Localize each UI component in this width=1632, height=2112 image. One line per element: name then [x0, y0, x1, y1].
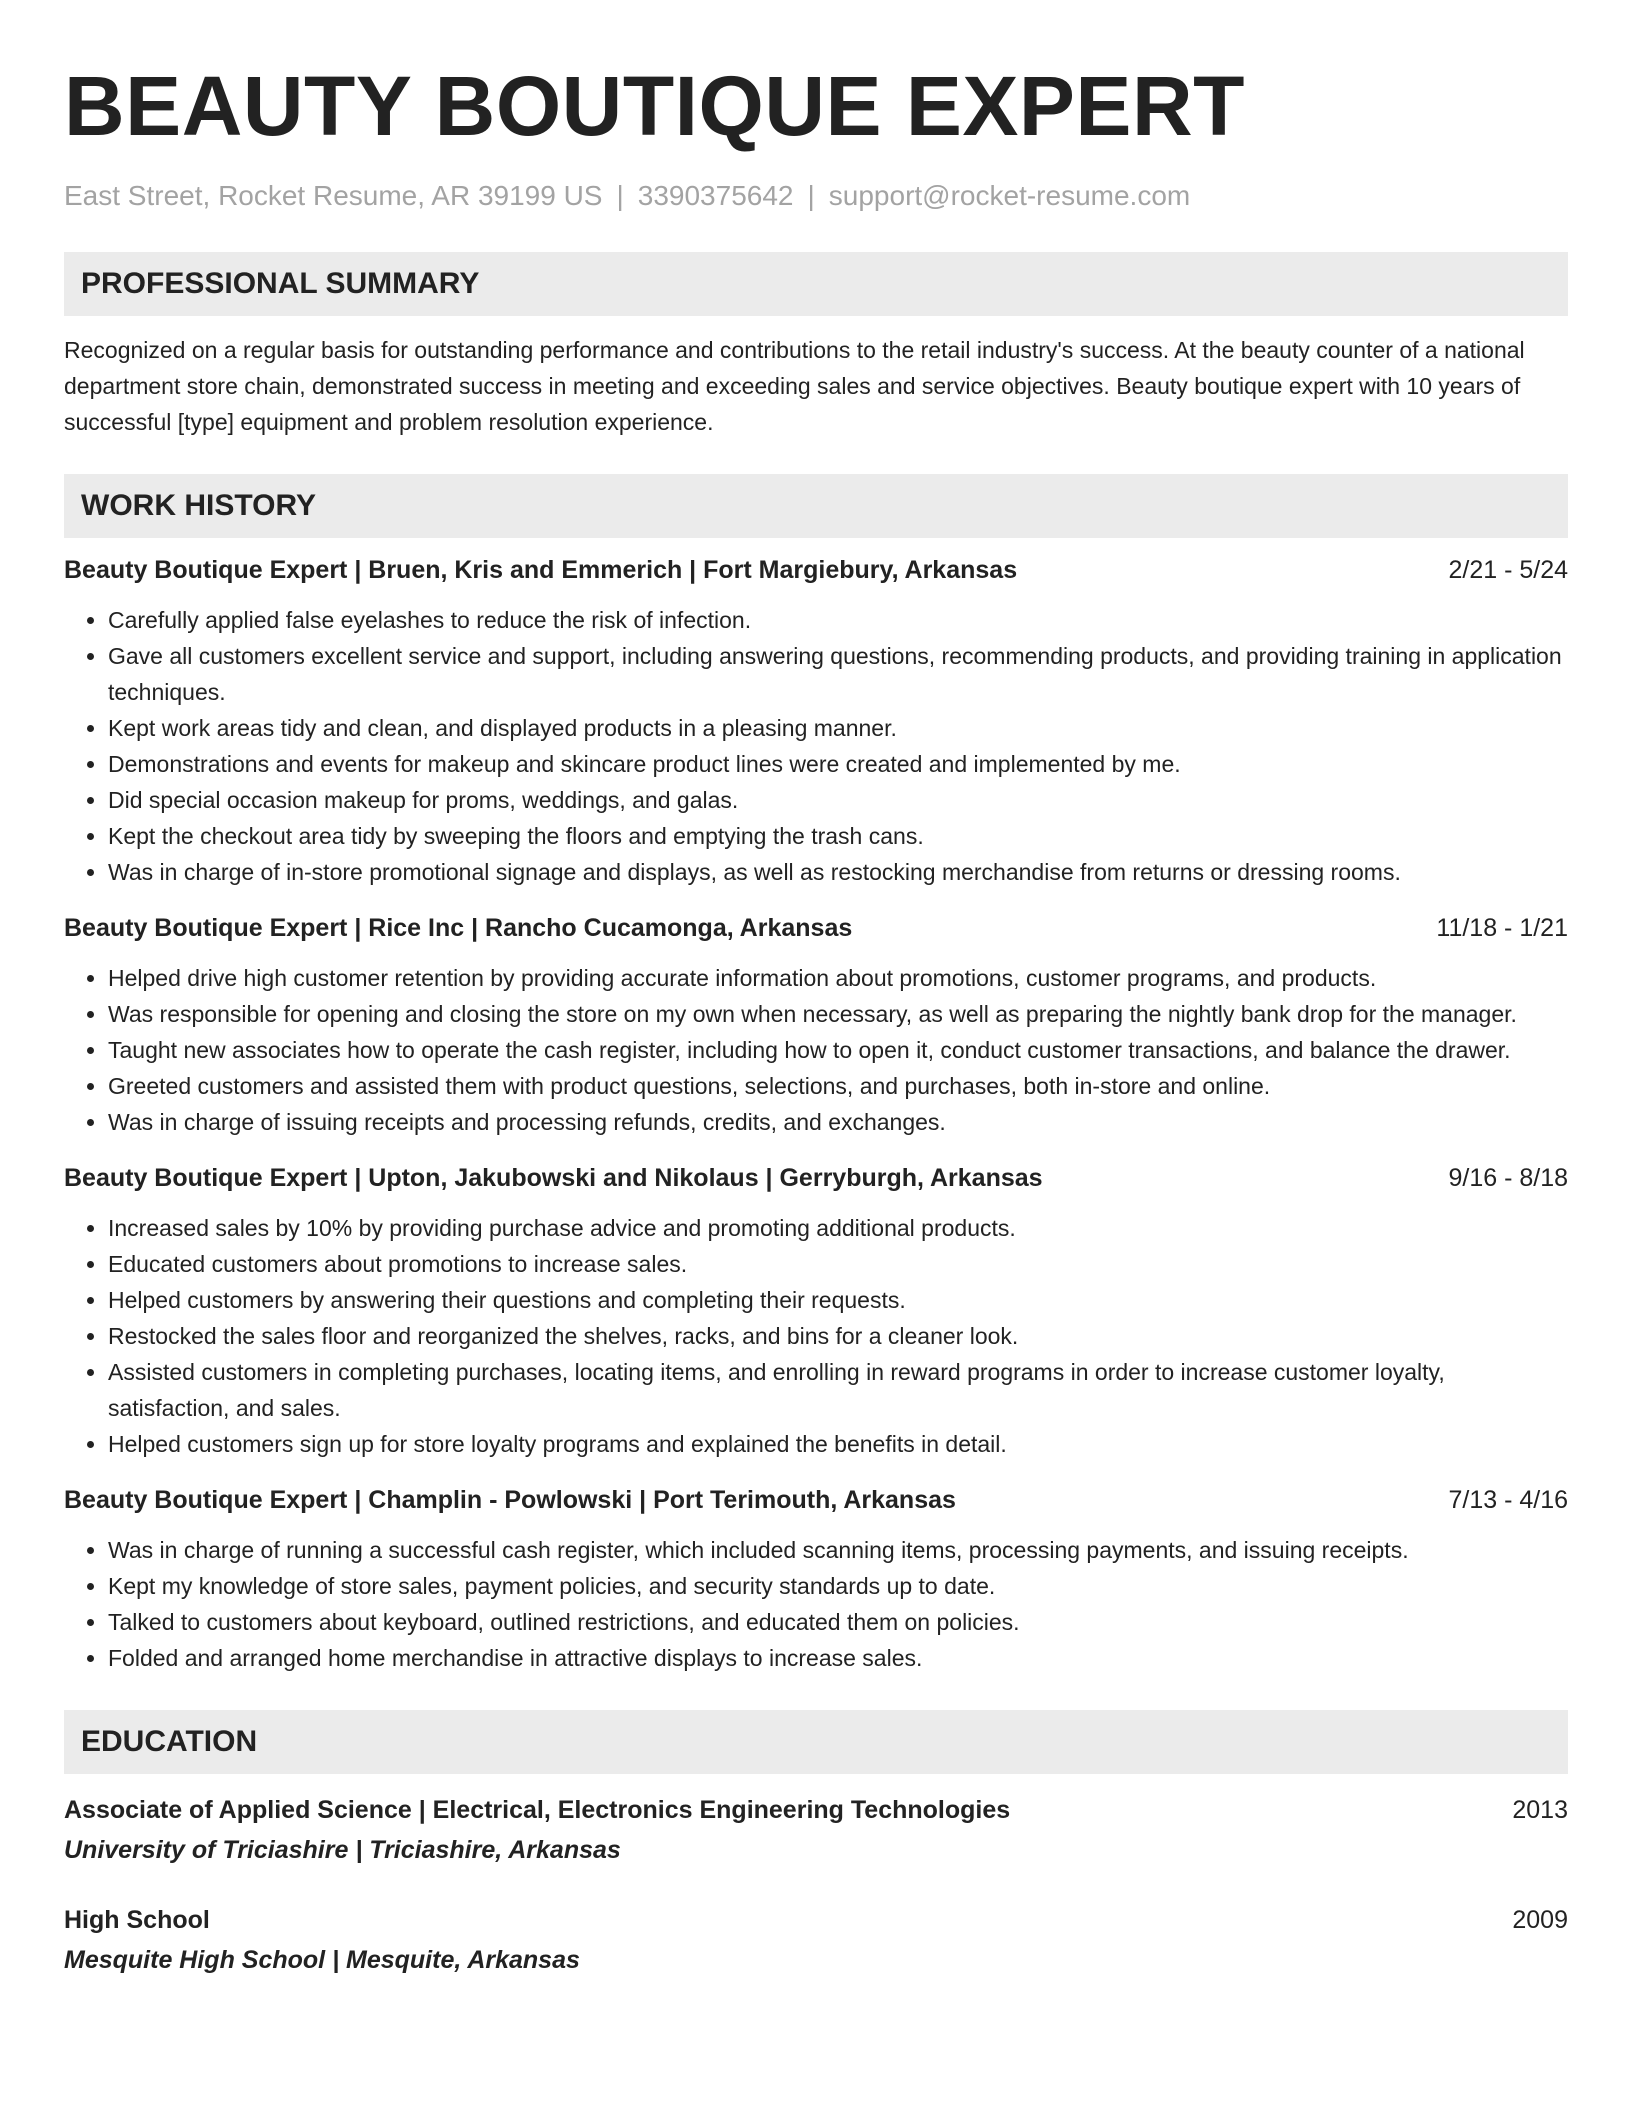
- job-bullet: • Was responsible for opening and closing the store on my own when necessary, as well as preparing the nightly bank drop for the manager.: [108, 996, 1568, 1032]
- education-year: 2009: [1512, 1906, 1568, 1934]
- job-bullet: • Greeted customers and assisted them with product questions, selections, and purchases, both in-store and online.: [108, 1068, 1568, 1104]
- job-bullet: • Increased sales by 10% by providing purchase advice and promoting additional products.: [108, 1210, 1568, 1246]
- job-bullet: • Assisted customers in completing purchases, locating items, and enrolling in reward programs in order to increase customer loyalty, satisfaction, and sales.: [108, 1354, 1568, 1426]
- job-entry: [64, 1482, 1568, 1676]
- job-bullet: • Educated customers about promotions to increase sales.: [108, 1246, 1568, 1282]
- job-title: Beauty Boutique Expert | Bruen, Kris and Emmerich | Fort Margiebury, Arkansas: [64, 556, 1018, 584]
- education-list: [64, 1790, 1568, 1980]
- section-heading-summary: PROFESSIONAL SUMMARY: [64, 252, 1568, 316]
- job-dates: 7/13 - 4/16: [1448, 1486, 1568, 1514]
- education-entry: [64, 1790, 1568, 1870]
- education-degree: High School: [64, 1906, 210, 1934]
- job-title: Beauty Boutique Expert | Upton, Jakubowski and Nikolaus | Gerryburgh, Arkansas: [64, 1164, 1043, 1192]
- job-bullet: • Kept work areas tidy and clean, and displayed products in a pleasing manner.: [108, 710, 1568, 746]
- job-bullet: • Helped drive high customer retention by providing accurate information about promotions, customer programs, and products.: [108, 960, 1568, 996]
- contact-email: support@rocket-resume.com: [828, 180, 1191, 211]
- job-bullets: [64, 1210, 1568, 1462]
- job-dates: 2/21 - 5/24: [1448, 556, 1568, 584]
- education-school: Mesquite High School | Mesquite, Arkansas: [64, 1946, 580, 1974]
- job-bullet: • Was in charge of issuing receipts and processing refunds, credits, and exchanges.: [108, 1104, 1568, 1140]
- education-header: [64, 1790, 1568, 1830]
- job-bullet: • Was in charge of in-store promotional signage and displays, as well as restocking merchandise from returns or dressing rooms.: [108, 854, 1568, 890]
- job-header: [64, 552, 1568, 588]
- education-degree: Associate of Applied Science | Electrical, Electronics Engineering Technologies: [64, 1796, 1011, 1824]
- job-bullet: • Talked to customers about keyboard, outlined restrictions, and educated them on policies.: [108, 1604, 1568, 1640]
- job-dates: 11/18 - 1/21: [1436, 914, 1568, 942]
- work-history-list: [64, 552, 1568, 1676]
- section-heading-education: EDUCATION: [64, 1710, 1568, 1774]
- resume-name: BEAUTY BOUTIQUE EXPERT: [64, 59, 1245, 153]
- job-bullets: [64, 602, 1568, 890]
- job-entry: [64, 1160, 1568, 1462]
- contact-line: [64, 178, 1568, 214]
- job-bullet: • Kept the checkout area tidy by sweeping the floors and emptying the trash cans.: [108, 818, 1568, 854]
- contact-address: East Street, Rocket Resume, AR 39199 US: [64, 180, 603, 211]
- job-header: [64, 1160, 1568, 1196]
- job-header: [64, 1482, 1568, 1518]
- job-bullet: • Helped customers by answering their questions and completing their requests.: [108, 1282, 1568, 1318]
- education-year: 2013: [1512, 1796, 1568, 1824]
- job-title: Beauty Boutique Expert | Rice Inc | Rancho Cucamonga, Arkansas: [64, 914, 853, 942]
- summary-text: Recognized on a regular basis for outstanding performance and contributions to the retail industry's success. At the beauty counter of a national department store chain, demonstrated success in meeting and exceeding sales and service objectives. Beauty boutique expert with 10 years of successful [type] equipment and problem resolution experience.: [64, 337, 1525, 435]
- job-bullet: • Gave all customers excellent service and support, including answering questions, recommending products, and providing training in application techniques.: [108, 638, 1568, 710]
- education-header: [64, 1900, 1568, 1940]
- job-bullet: • Restocked the sales floor and reorganized the shelves, racks, and bins for a cleaner look.: [108, 1318, 1568, 1354]
- contact-separator: |: [616, 180, 624, 211]
- job-bullet: • Carefully applied false eyelashes to reduce the risk of infection.: [108, 602, 1568, 638]
- contact-phone: 3390375642: [637, 180, 794, 211]
- education-school: University of Triciashire | Triciashire, Arkansas: [64, 1836, 621, 1864]
- job-bullet: • Demonstrations and events for makeup and skincare product lines were created and implemented by me.: [108, 746, 1568, 782]
- job-bullet: • Did special occasion makeup for proms, weddings, and galas.: [108, 782, 1568, 818]
- job-bullet: • Kept my knowledge of store sales, payment policies, and security standards up to date.: [108, 1568, 1568, 1604]
- job-bullet: • Folded and arranged home merchandise in attractive displays to increase sales.: [108, 1640, 1568, 1676]
- job-bullets: [64, 960, 1568, 1140]
- section-heading-work-history: WORK HISTORY: [64, 474, 1568, 538]
- job-entry: [64, 910, 1568, 1140]
- job-header: [64, 910, 1568, 946]
- contact-separator: |: [807, 180, 815, 211]
- job-bullets: [64, 1532, 1568, 1676]
- education-entry: [64, 1900, 1568, 1980]
- job-bullet: • Was in charge of running a successful cash register, which included scanning items, processing payments, and issuing receipts.: [108, 1532, 1568, 1568]
- job-bullet: • Taught new associates how to operate the cash register, including how to open it, conduct customer transactions, and balance the drawer.: [108, 1032, 1568, 1068]
- job-bullet: • Helped customers sign up for store loyalty programs and explained the benefits in detail.: [108, 1426, 1568, 1462]
- job-dates: 9/16 - 8/18: [1448, 1164, 1568, 1192]
- job-entry: [64, 552, 1568, 890]
- job-title: Beauty Boutique Expert | Champlin - Powlowski | Port Terimouth, Arkansas: [64, 1486, 956, 1514]
